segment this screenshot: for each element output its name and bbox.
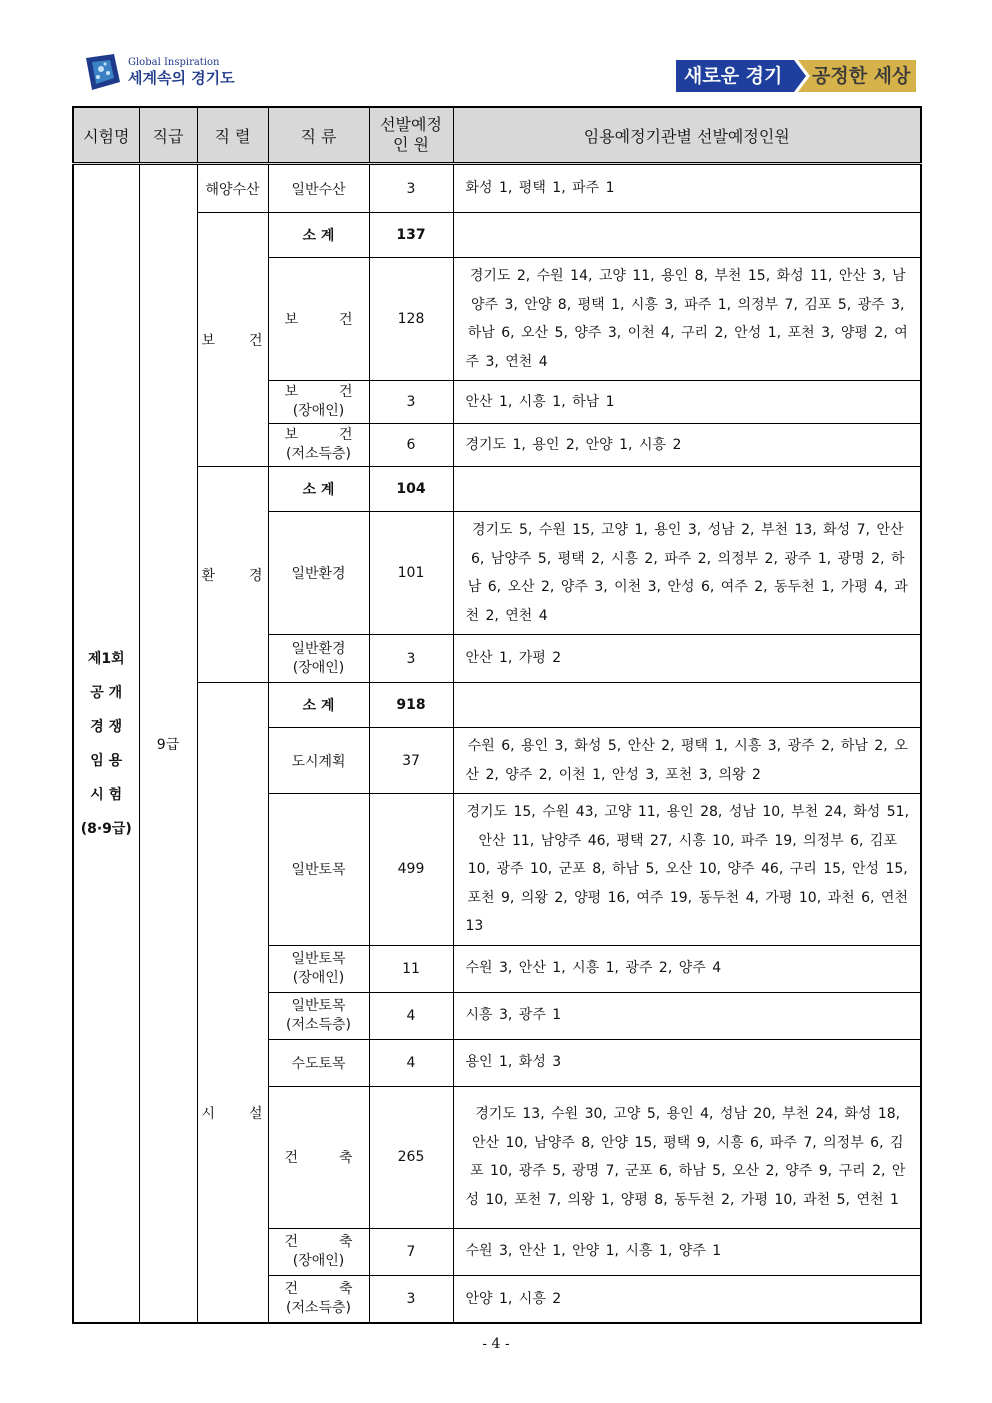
page-number: - 4 - [482, 1336, 510, 1352]
orgs-cell [453, 467, 921, 512]
series-health [197, 213, 268, 467]
orgs-cell: 경기도 15, 수원 43, 고양 11, 용인 28, 성남 10, 부천 24, 화성 51, 안산 11, 남양주 46, 평택 27, 시흥 10, 파주 19, 의정부 6, 김포 10, 광주 10, 군포 8, 하남 5, 오산 10, 양주 46, 구리 15, 안성 15, 포천 9, 의왕 2, 양평 16, 여주 19, 동두천 4, 가평 10, 과천 6, 연천 13 [453, 794, 921, 946]
type-char: 건 [338, 384, 353, 400]
series-char: 건 [248, 332, 263, 349]
type-cell [268, 635, 369, 683]
type-cell: 일반수산 [268, 164, 369, 213]
orgs-cell: 안산 1, 시흥 1, 하남 1 [453, 381, 921, 424]
table-header-row [73, 107, 921, 164]
type-char: 건 [284, 1280, 299, 1297]
type-cell: 일반토목 [268, 794, 369, 946]
type-note: (장애인) [292, 659, 345, 676]
orgs-cell: 수원 3, 안산 1, 안양 1, 시흥 1, 양주 1 [453, 1228, 921, 1275]
count-cell: 265 [369, 1086, 453, 1228]
type-note: (장애인) [292, 403, 345, 419]
subtotal-label: 소 계 [268, 467, 369, 512]
count-cell: 3 [369, 635, 453, 683]
slogan-fair-world: 공정한 세상 [812, 65, 911, 87]
type-label: 일반토목 [291, 997, 346, 1014]
orgs-cell: 화성 1, 평택 1, 파주 1 [453, 164, 921, 213]
header-series: 직 렬 [197, 107, 268, 164]
header-exam: 시험명 [73, 107, 139, 164]
gyeonggi-emblem-icon [84, 52, 122, 92]
logo-english-text: Global Inspiration [128, 57, 220, 68]
orgs-cell [453, 213, 921, 258]
type-cell: 도시계획 [268, 728, 369, 794]
type-note: (저소득층) [285, 446, 352, 462]
header-orgs: 임용예정기관별 선발예정인원 [453, 107, 921, 164]
type-label: 일반환경 [291, 640, 346, 657]
subtotal-label: 소 계 [268, 683, 369, 728]
series-marine: 해양수산 [197, 164, 268, 213]
orgs-cell: 경기도 2, 수원 14, 고양 11, 용인 8, 부천 15, 화성 11, 안산 3, 남양주 3, 안양 8, 평택 1, 시흥 3, 파주 1, 의정부 7, 김포 5, 광주 3, 하남 6, 오산 5, 양주 3, 이천 4, 구리 2, 안성 1, 포천 3, 양평 2, 여주 3, 연천 4 [453, 258, 921, 381]
subtotal-count: 137 [369, 213, 453, 258]
type-char: 건 [284, 1233, 299, 1250]
type-char: 보 [284, 427, 299, 443]
header-count-line2: 인 원 [393, 135, 429, 154]
count-cell: 7 [369, 1228, 453, 1275]
table-row [73, 213, 921, 258]
count-cell: 101 [369, 512, 453, 635]
type-note: (저소득층) [285, 1016, 352, 1033]
type-char: 축 [338, 1150, 353, 1166]
orgs-cell: 경기도 13, 수원 30, 고양 5, 용인 4, 성남 20, 부천 24, 화성 18, 안산 10, 남양주 8, 안양 15, 평택 9, 시흥 6, 파주 7, 의정부 6, 김포 10, 광주 5, 광명 7, 군포 6, 하남 5, 오산 2, 양주 9, 구리 2, 안성 10, 포천 7, 의왕 1, 양평 8, 동두천 2, 가평 10, 과천 5, 연천 1 [453, 1086, 921, 1228]
type-note: (장애인) [292, 1252, 345, 1269]
exam-name-line: 공 개 [90, 684, 123, 701]
orgs-cell [453, 683, 921, 728]
type-cell [268, 424, 369, 467]
exam-name-line: 시 험 [90, 786, 123, 803]
type-char: 축 [338, 1280, 353, 1297]
type-cell [268, 992, 369, 1039]
series-environment [197, 467, 268, 683]
table-row [73, 164, 921, 213]
type-note: (장애인) [292, 969, 345, 986]
type-cell [268, 258, 369, 381]
exam-name-line: 경 쟁 [90, 718, 123, 735]
gyeonggi-logo [84, 52, 235, 92]
recruitment-table [72, 106, 922, 1324]
subtotal-count: 918 [369, 683, 453, 728]
orgs-cell: 수원 6, 용인 3, 화성 5, 안산 2, 평택 1, 시흥 3, 광주 2, 하남 2, 오산 2, 양주 2, 이천 1, 안성 3, 포천 3, 의왕 2 [453, 728, 921, 794]
orgs-cell: 용인 1, 화성 3 [453, 1039, 921, 1086]
type-char: 보 [284, 384, 299, 400]
type-cell [268, 1086, 369, 1228]
exam-name-line: (8·9급) [80, 820, 132, 837]
type-char: 건 [338, 312, 353, 328]
count-cell: 37 [369, 728, 453, 794]
slogan-new-gyeonggi: 새로운 경기 [684, 65, 783, 87]
count-cell: 128 [369, 258, 453, 381]
type-cell [268, 381, 369, 424]
count-cell: 3 [369, 1275, 453, 1323]
type-char: 축 [338, 1233, 353, 1250]
type-char: 건 [338, 427, 353, 443]
type-label: 일반토목 [291, 950, 346, 967]
header-type: 직 류 [268, 107, 369, 164]
type-cell: 일반환경 [268, 512, 369, 635]
type-cell [268, 945, 369, 992]
table-row [73, 467, 921, 512]
series-char: 시 [201, 1105, 216, 1122]
type-char: 건 [284, 1150, 299, 1166]
table-row [73, 683, 921, 728]
type-char: 보 [284, 312, 299, 328]
count-cell: 11 [369, 945, 453, 992]
logo-korean-text: 세계속의 경기도 [128, 69, 235, 87]
orgs-cell: 수원 3, 안산 1, 시흥 1, 광주 2, 양주 4 [453, 945, 921, 992]
orgs-cell: 경기도 5, 수원 15, 고양 1, 용인 3, 성남 2, 부천 13, 화성 7, 안산 6, 남양주 5, 평택 2, 시흥 2, 파주 2, 의정부 2, 광주 1, 광명 2, 하남 6, 오산 2, 양주 3, 이천 3, 안성 6, 여주 2, 동두천 1, 가평 4, 과천 2, 연천 4 [453, 512, 921, 635]
type-cell: 수도토목 [268, 1039, 369, 1086]
count-cell: 4 [369, 992, 453, 1039]
subtotal-label: 소 계 [268, 213, 369, 258]
header-grade: 직급 [139, 107, 197, 164]
orgs-cell: 경기도 1, 용인 2, 안양 1, 시흥 2 [453, 424, 921, 467]
type-cell [268, 1228, 369, 1275]
series-facility [197, 683, 268, 1324]
count-cell: 3 [369, 381, 453, 424]
subtotal-count: 104 [369, 467, 453, 512]
orgs-cell: 시흥 3, 광주 1 [453, 992, 921, 1039]
count-cell: 6 [369, 424, 453, 467]
header-count-line1: 선발예정 [380, 115, 442, 134]
exam-name-line: 제1회 [87, 650, 125, 667]
series-char: 보 [201, 332, 216, 349]
type-note: (저소득층) [285, 1299, 352, 1316]
series-char: 환 [201, 567, 216, 584]
count-cell: 499 [369, 794, 453, 946]
series-char: 경 [248, 567, 263, 584]
count-cell: 3 [369, 164, 453, 213]
header-count [369, 107, 453, 164]
exam-name-line: 임 용 [90, 752, 123, 769]
type-cell [268, 1275, 369, 1323]
exam-name-cell [73, 164, 139, 1324]
grade-cell: 9급 [139, 164, 197, 1324]
slogan-banner [676, 60, 916, 92]
orgs-cell: 안산 1, 가평 2 [453, 635, 921, 683]
count-cell: 4 [369, 1039, 453, 1086]
series-char: 설 [248, 1105, 263, 1122]
orgs-cell: 안양 1, 시흥 2 [453, 1275, 921, 1323]
